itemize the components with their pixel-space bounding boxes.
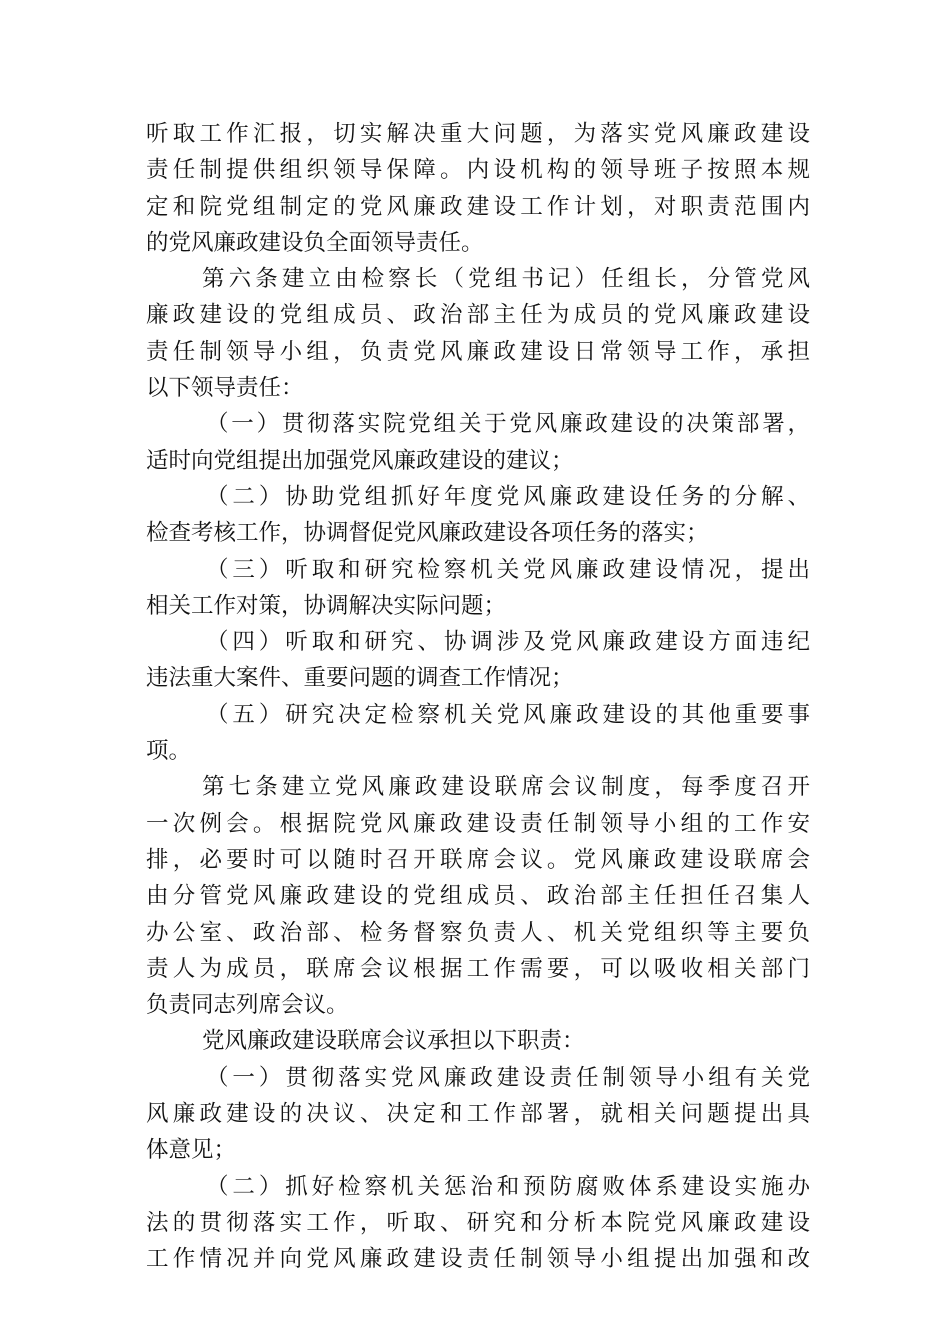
list-item-line: （四）听取和研究、协调涉及党风廉政建设方面违纪 xyxy=(206,629,810,656)
article-6-heading-line: 第六条建立由检察长（党组书记）任组长，分管党风 xyxy=(202,266,810,293)
paragraph-line: 党风廉政建设联席会议承担以下职责： xyxy=(202,1028,585,1055)
text-line: 工作情况并向党风廉政建设责任制领导小组提出加强和改 xyxy=(146,1246,810,1273)
text-line: 项。 xyxy=(146,738,192,765)
document-body xyxy=(146,116,810,1278)
list-item-line: （二）协助党组抓好年度党风廉政建设任务的分解、 xyxy=(206,483,810,510)
text-line: 法的贯彻落实工作，听取、研究和分析本院党风廉政建设 xyxy=(146,1209,810,1236)
text-line: 以下领导责任： xyxy=(146,375,304,402)
text-line: 廉政建设的党组成员、政治部主任为成员的党风廉政建设 xyxy=(146,302,810,329)
text-line: 定和院党组制定的党风廉政建设工作计划，对职责范围内 xyxy=(146,193,810,220)
text-line: 责任制领导小组，负责党风廉政建设日常领导工作，承担 xyxy=(146,338,810,365)
text-line: 责任制提供组织领导保障。内设机构的领导班子按照本规 xyxy=(146,157,810,184)
text-line: 检查考核工作，协调督促党风廉政建设各项任务的落实； xyxy=(146,520,709,547)
list-item-line: （二）抓好检察机关惩治和预防腐败体系建设实施办 xyxy=(206,1173,810,1200)
text-line: 适时向党组提出加强党风廉政建设的建议； xyxy=(146,447,574,474)
text-line: 办公室、政治部、检务督察负责人、机关党组织等主要负 xyxy=(146,919,810,946)
article-7-heading-line: 第七条建立党风廉政建设联席会议制度，每季度召开 xyxy=(202,774,810,801)
list-item-line: （一）贯彻落实院党组关于党风廉政建设的决策部署， xyxy=(206,411,810,438)
text-line: 一次例会。根据院党风廉政建设责任制领导小组的工作安 xyxy=(146,810,810,837)
text-line: 听取工作汇报，切实解决重大问题，为落实党风廉政建设 xyxy=(146,121,810,147)
text-line: 排，必要时可以随时召开联席会议。党风廉政建设联席会 xyxy=(146,846,810,873)
text-line: 负责同志列席会议。 xyxy=(146,992,349,1019)
list-item-line: （一）贯彻落实党风廉政建设责任制领导小组有关党 xyxy=(206,1064,810,1091)
text-line: 的党风廉政建设负全面领导责任。 xyxy=(146,229,484,256)
list-item-line: （三）听取和研究检察机关党风廉政建设情况，提出 xyxy=(206,556,810,583)
text-line: 由分管党风廉政建设的党组成员、政治部主任担任召集人 xyxy=(146,883,810,910)
text-line: 体意见； xyxy=(146,1137,237,1164)
text-line: 违法重大案件、重要问题的调查工作情况； xyxy=(146,665,574,692)
text-line: 责人为成员，联席会议根据工作需要，可以吸收相关部门 xyxy=(146,955,810,982)
text-line: 相关工作对策，协调解决实际问题； xyxy=(146,592,507,619)
list-item-line: （五）研究决定检察机关党风廉政建设的其他重要事 xyxy=(206,701,810,728)
text-line: 风廉政建设的决议、决定和工作部署，就相关问题提出具 xyxy=(146,1101,810,1128)
